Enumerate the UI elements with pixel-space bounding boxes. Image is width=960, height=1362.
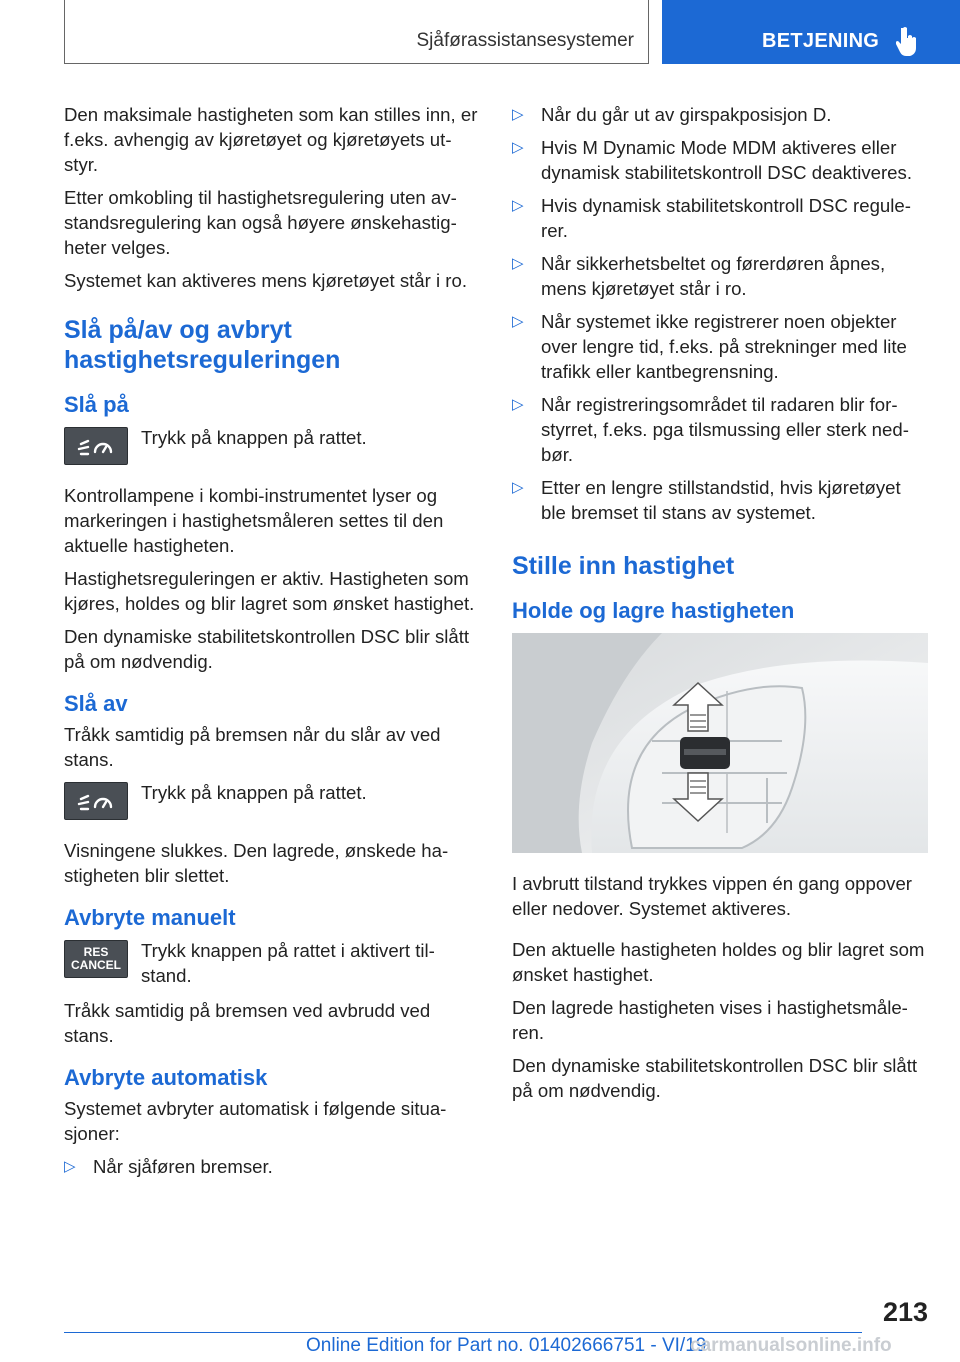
paragraph: Etter omkobling til hastighetsregulering uten avstandsregulering kan også høyere ønskehastigheter velges. xyxy=(64,187,457,258)
subsection-heading: Slå på xyxy=(64,392,129,417)
section-heading: Slå på/av og avbryt hastighetsreguleringen xyxy=(64,316,341,374)
cruise-control-button-icon xyxy=(64,782,128,820)
paragraph: Den dynamiske stabilitetskontrollen DSC blir slått på om nødvendig. xyxy=(512,1055,918,1101)
triangle-bullet-icon: ▷ xyxy=(512,106,524,123)
triangle-bullet-icon: ▷ xyxy=(512,139,524,156)
page-number: 213 xyxy=(882,1297,928,1327)
triangle-bullet-icon: ▷ xyxy=(512,313,524,330)
paragraph: Systemet kan aktiveres mens kjøretøyet står i ro. xyxy=(64,270,467,291)
triangle-bullet-icon: ▷ xyxy=(512,197,524,214)
subsection-heading: Holde og lagre hastigheten xyxy=(512,598,795,623)
icon-instruction xyxy=(64,938,478,988)
footer-divider xyxy=(64,1332,862,1333)
res-label: RES xyxy=(83,945,109,959)
header-section-title: Sjåførassistansesystemer xyxy=(416,30,634,51)
subsection-heading: Avbryte manuelt xyxy=(64,905,236,930)
right-column xyxy=(512,102,928,1111)
list-item: ▷ Når sikkerhetsbeltet og førerdøren åpnes, mens kjøretøyet står i ro. xyxy=(512,253,886,299)
cruise-control-button-icon xyxy=(64,427,128,465)
triangle-bullet-icon: ▷ xyxy=(512,396,524,413)
steering-wheel-rocker-photo xyxy=(512,633,928,853)
icon-instruction-text: Trykk knappen på rattet i aktivert tilstand. xyxy=(141,940,435,986)
paragraph: Tråkk samtidig på bremsen når du slår av ved stans. xyxy=(64,724,441,770)
paragraph: Visningene slukkes. Den lagrede, ønskede hastigheten blir slettet. xyxy=(64,840,449,886)
res-cancel-button-icon xyxy=(64,940,128,978)
section-heading: Stille inn hastighet xyxy=(512,552,735,580)
paragraph: Den lagrede hastigheten vises i hastighetsmåleren. xyxy=(512,997,908,1043)
header-box xyxy=(64,0,649,64)
subsection-heading: Slå av xyxy=(64,691,128,716)
list-item: ▷ Når du går ut av girspakposisjon D. xyxy=(512,104,832,125)
paragraph: Systemet avbryter automatisk i følgende situasjoner: xyxy=(64,1098,447,1144)
paragraph: Den maksimale hastigheten som kan stilles inn, er f.eks. avhengig av kjøretøyet og kjøretøyets utstyr. xyxy=(64,104,478,175)
list-item: ▷ Etter en lengre stillstandstid, hvis kjøretøyet ble bremset til stans av systemet. xyxy=(512,477,901,523)
edition-text: Online Edition for Part no. 01402666751 - VI/19 xyxy=(306,1335,707,1356)
icon-instruction-text: Trykk på knappen på rattet. xyxy=(141,427,367,448)
list-item: ▷ Når systemet ikke registrerer noen objekter over lengre tid, f.eks. på strekninger med lite trafikk eller kantbegrensning. xyxy=(512,311,907,382)
icon-instruction-text: Trykk på knappen på rattet. xyxy=(141,782,367,803)
list-item: ▷ Når sjåføren bremser. xyxy=(64,1156,273,1177)
list-item: ▷ Hvis dynamisk stabilitetskontroll DSC regulerer. xyxy=(512,195,911,241)
watermark: carmanualsonline.info xyxy=(690,1335,892,1356)
triangle-bullet-icon: ▷ xyxy=(512,255,524,272)
paragraph: Den dynamiske stabilitetskontrollen DSC blir slått på om nødvendig. xyxy=(64,626,470,672)
paragraph: I avbrutt tilstand trykkes vippen én gang oppover eller nedover. Systemet aktiveres. xyxy=(512,873,913,919)
triangle-bullet-icon: ▷ xyxy=(64,1158,76,1175)
bullet-list xyxy=(64,1154,478,1179)
left-column xyxy=(64,102,478,1189)
paragraph: Den aktuelle hastigheten holdes og blir lagret som ønsket hastighet. xyxy=(512,939,925,985)
chapter-tab-label: BETJENING xyxy=(762,30,880,52)
paragraph: Kontrollampene i kombi-instrumentet lyser og markeringen i hastighetsmåleren settes til den aktuelle hastigheten. xyxy=(64,485,444,556)
list-item: ▷ Når registreringsområdet til radaren blir forstyrret, f.eks. pga tilsmussing eller sterk nedbør. xyxy=(512,394,909,465)
hand-pointer-icon xyxy=(896,26,918,56)
paragraph: Hastighetsreguleringen er aktiv. Hastigheten som kjøres, holdes og blir lagret som ønsket hastighet. xyxy=(64,568,475,614)
bullet-list xyxy=(512,102,928,525)
icon-instruction xyxy=(64,425,478,473)
cancel-label: CANCEL xyxy=(71,958,121,972)
paragraph: Tråkk samtidig på bremsen ved avbrudd ved stans. xyxy=(64,1000,431,1046)
list-item: ▷ Hvis M Dynamic Mode MDM aktiveres eller dynamisk stabilitetskontroll DSC deaktiveres. xyxy=(512,137,912,183)
icon-instruction xyxy=(64,780,478,828)
subsection-heading: Avbryte automatisk xyxy=(64,1065,268,1090)
chapter-tab[interactable] xyxy=(662,0,960,64)
triangle-bullet-icon: ▷ xyxy=(512,479,524,496)
